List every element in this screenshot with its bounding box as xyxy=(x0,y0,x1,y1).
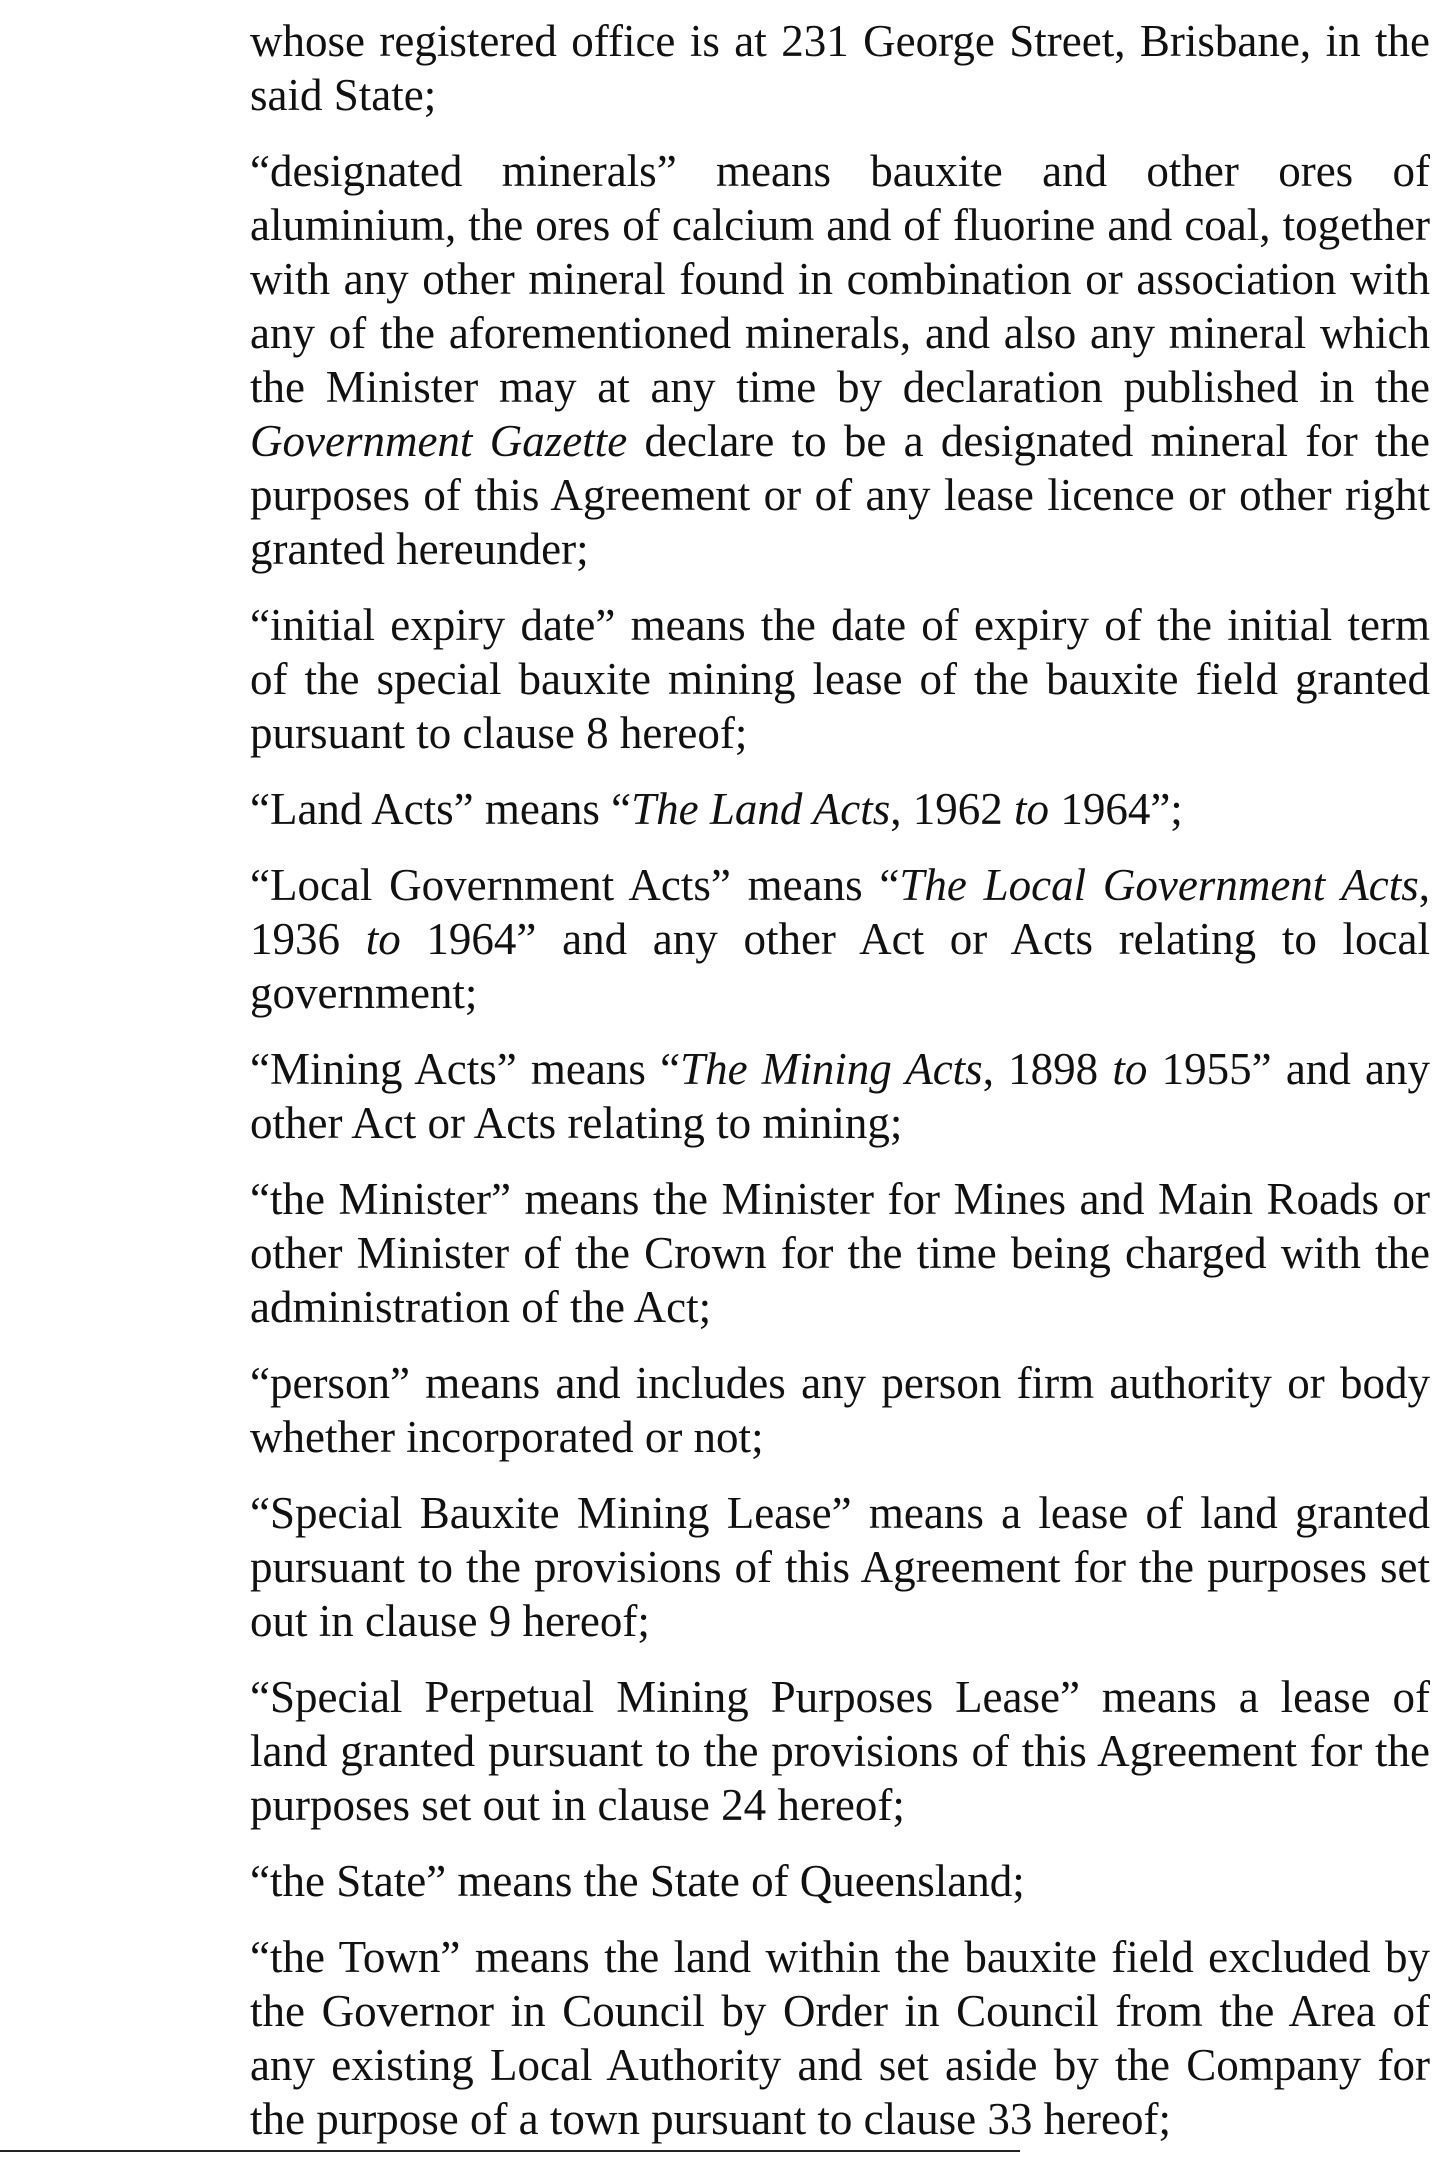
italic-text-run: The Local Government Acts xyxy=(899,860,1419,910)
text-run: “Local Government Acts” means “ xyxy=(250,860,900,910)
italic-text-run: to xyxy=(365,914,401,964)
para-initial-expiry-date xyxy=(250,598,1430,760)
para-land-acts xyxy=(250,782,1430,836)
para-the-minister xyxy=(250,1172,1430,1334)
text-run: , 1962 xyxy=(890,784,1015,834)
text-run: whose registered office is at 231 George Street, Brisbane, in the said State; xyxy=(250,16,1430,120)
italic-text-run: to xyxy=(1014,784,1050,834)
text-run: “Mining Acts” means “ xyxy=(250,1044,681,1094)
para-special-perpetual-mining-purposes-lease xyxy=(250,1670,1430,1832)
document-body xyxy=(250,14,1430,2168)
text-run: “designated minerals” means bauxite and other ores of aluminium, the ores of calcium and of fluorine and coal, together with any other mineral found in combination or association with any of the aforementioned minerals, and also any mineral which the Minister may at any time by declaration published in the xyxy=(250,146,1430,412)
para-mining-acts xyxy=(250,1042,1430,1150)
text-run: , 1898 xyxy=(982,1044,1113,1094)
para-special-bauxite-mining-lease xyxy=(250,1486,1430,1648)
text-run: , 1936 xyxy=(250,860,1430,964)
text-run: “the Town” means the land within the bauxite field excluded by the Governor in Council by Order in Council from the Area of any existing Local Authority and set aside by the Company for the purpose of a town pursuant to clause 33 hereof; xyxy=(250,1932,1430,2144)
footer-rule xyxy=(0,2150,1020,2152)
para-person xyxy=(250,1356,1430,1464)
italic-text-run: The Mining Acts xyxy=(680,1044,983,1094)
para-the-state xyxy=(250,1854,1430,1908)
para-designated-minerals xyxy=(250,144,1430,576)
text-run: 1964” and any other Act or Acts relating to local government; xyxy=(250,914,1430,1018)
italic-text-run: Government Gazette xyxy=(250,416,628,466)
para-local-government-acts xyxy=(250,858,1430,1020)
italic-text-run: The Land Acts xyxy=(631,784,891,834)
text-run: “Special Bauxite Mining Lease” means a lease of land granted pursuant to the provisions of this Agreement for the purposes set out in clause 9 hereof; xyxy=(250,1488,1430,1646)
text-run: “Land Acts” means “ xyxy=(250,784,632,834)
para-registered-office xyxy=(250,14,1430,122)
text-run: declare to be a designated mineral for the purposes of this Agreement or of any lease licence or other right granted hereunder; xyxy=(250,416,1431,574)
text-run: “person” means and includes any person firm authority or body whether incorporated or not; xyxy=(250,1358,1430,1462)
italic-text-run: to xyxy=(1112,1044,1148,1094)
text-run: “the Minister” means the Minister for Mines and Main Roads or other Minister of the Crown for the time being charged with the administration of the Act; xyxy=(250,1174,1430,1332)
text-run: “the State” means the State of Queensland; xyxy=(250,1856,1025,1906)
text-run: “Special Perpetual Mining Purposes Lease” means a lease of land granted pursuant to the provisions of this Agreement for the purposes set out in clause 24 hereof; xyxy=(250,1672,1430,1830)
text-run: 1964”; xyxy=(1049,784,1183,834)
text-run: 1955” and any other Act or Acts relating to mining; xyxy=(250,1044,1431,1148)
text-run: “initial expiry date” means the date of expiry of the initial term of the special bauxite mining lease of the bauxite field granted pursuant to clause 8 hereof; xyxy=(250,600,1430,758)
para-the-town xyxy=(250,1930,1430,2146)
